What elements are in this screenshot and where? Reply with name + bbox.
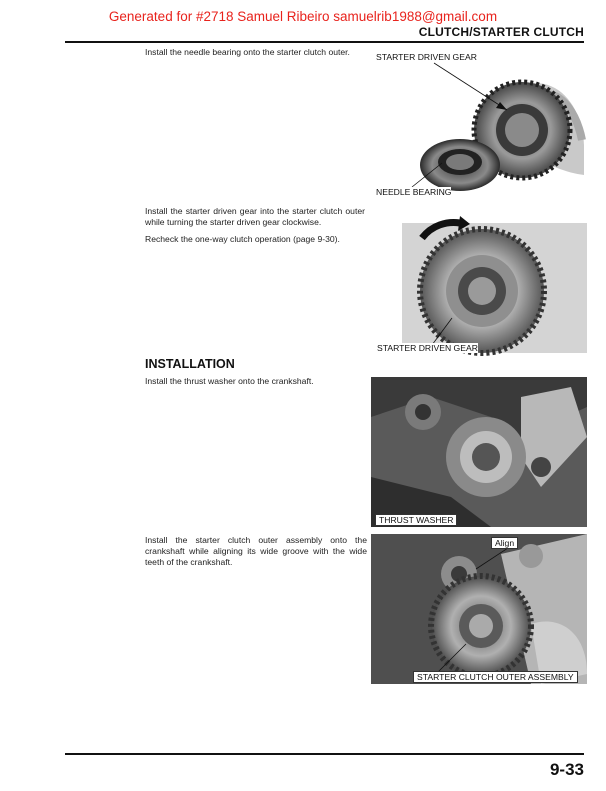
driven-gear-photo (372, 213, 587, 358)
figure-starter-clutch-outer (371, 534, 587, 684)
starter-clutch-photo (371, 534, 587, 684)
thrust-washer-photo (371, 377, 587, 527)
label-starter-driven-gear-2: STARTER DRIVEN GEAR (377, 343, 478, 353)
step-1-text (145, 47, 365, 64)
label-starter-clutch-outer-assembly: STARTER CLUTCH OUTER ASSEMBLY (413, 671, 578, 683)
step-4-text (145, 535, 367, 574)
gear-bearing-photo (372, 45, 587, 200)
figure-needle-bearing (372, 45, 587, 200)
step-3-paragraph: Install the thrust washer onto the crankshaft. (145, 376, 314, 386)
step-4-paragraph: Install the starter clutch outer assembly onto the crankshaft while aligning its wide groove with the wide teeth of the crankshaft. (145, 535, 367, 567)
figure-thrust-washer (371, 377, 587, 527)
step-1-paragraph: Install the needle bearing onto the starter clutch outer. (145, 47, 350, 57)
page-number: 9-33 (549, 760, 584, 779)
header-rule (65, 41, 584, 43)
watermark: Generated for #2718 Samuel Ribeiro samuelrib1988@gmail.com (108, 9, 498, 24)
label-align: Align (491, 537, 518, 549)
step-2-note: Recheck the one-way clutch operation (page 9-30). (145, 234, 340, 244)
label-thrust-washer: THRUST WASHER (375, 514, 457, 526)
step-2-text (145, 206, 365, 251)
step-3-text (145, 376, 365, 393)
installation-heading: INSTALLATION (145, 357, 235, 371)
footer-rule (65, 753, 584, 755)
label-needle-bearing: NEEDLE BEARING (376, 187, 452, 197)
label-starter-driven-gear: STARTER DRIVEN GEAR (376, 52, 477, 62)
step-2-paragraph: Install the starter driven gear into the starter clutch outer while turning the starter driven gear clockwise. (145, 206, 365, 227)
figure-driven-gear (372, 213, 587, 358)
section-title: CLUTCH/STARTER CLUTCH (418, 25, 584, 39)
